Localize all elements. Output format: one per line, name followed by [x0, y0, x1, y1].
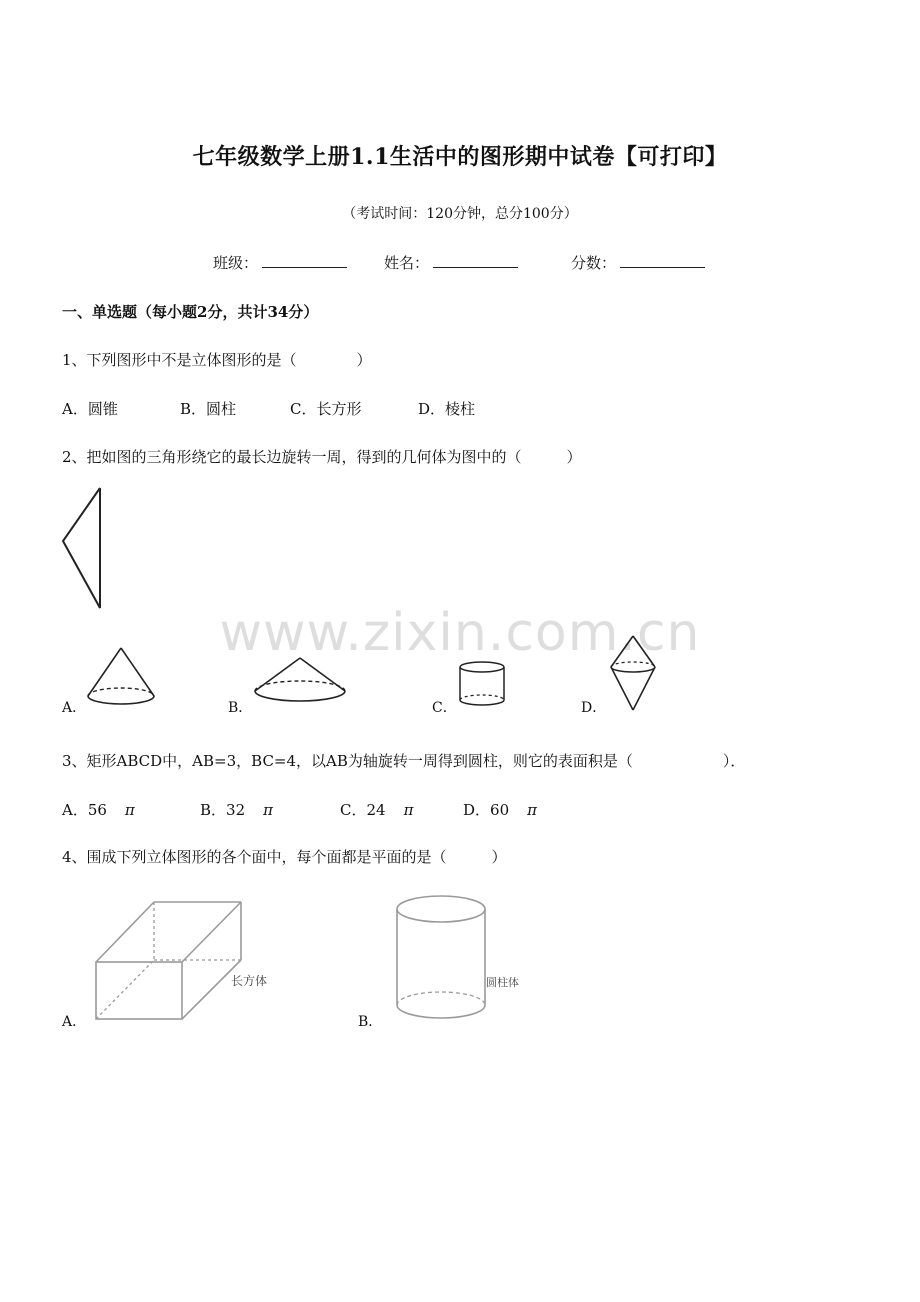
cone-figure-b: [253, 656, 347, 706]
class-label: 班级：: [213, 254, 259, 272]
section-heading: 一、单选题（每小题2分，共计34分）: [62, 303, 319, 321]
question-3-stem: 3、矩形ABCD中，AB=3，BC=4，以AB为轴旋转一周得到圆柱，则它的表面积是（ ）．: [62, 752, 746, 770]
cuboid-figure: [94, 900, 244, 1022]
cylinder-label: 圆柱体: [486, 976, 519, 989]
score-label: 分数：: [571, 254, 617, 272]
q2-option-a[interactable]: A．: [62, 700, 87, 716]
q3-option-c-text: C．24: [340, 801, 386, 819]
pi-symbol: π: [403, 801, 414, 819]
pi-symbol: π: [263, 801, 273, 819]
watermark: www.zixin.com.cn: [219, 603, 701, 663]
q4-option-a[interactable]: A．: [62, 1014, 87, 1030]
cone-figure-a: [86, 646, 156, 708]
q2-option-b[interactable]: B．: [228, 700, 253, 716]
score-blank[interactable]: [620, 253, 705, 268]
q3-option-b-text: B．32: [200, 801, 246, 819]
cylinder-figure: [395, 893, 490, 1025]
q4-option-b[interactable]: B．: [358, 1014, 383, 1030]
q2-option-d[interactable]: D．: [581, 700, 607, 716]
question-2-stem: 2、把如图的三角形绕它的最长边旋转一周，得到的几何体为图中的（ ）: [62, 448, 582, 466]
q3-option-d[interactable]: [463, 799, 537, 820]
q1-option-d[interactable]: D．棱柱: [418, 400, 476, 418]
name-field[interactable]: [384, 252, 518, 273]
q3-option-d-text: D．60: [463, 801, 510, 819]
name-label: 姓名：: [384, 254, 430, 272]
q3-option-b[interactable]: [200, 799, 273, 820]
triangle-figure: [58, 486, 108, 612]
q3-option-a-text: A．56: [62, 801, 107, 819]
question-4-stem: 4、围成下列立体图形的各个面中，每个面都是平面的是（ ）: [62, 848, 507, 866]
cylinder-figure-c: [457, 660, 509, 710]
score-field[interactable]: [571, 252, 705, 273]
double-cone-figure-d: [608, 634, 660, 714]
q1-option-a[interactable]: A．圆锥: [62, 400, 118, 418]
pi-symbol: π: [124, 801, 135, 819]
cuboid-label: 长方体: [231, 974, 268, 988]
q2-option-c[interactable]: C．: [432, 700, 457, 716]
name-blank[interactable]: [433, 253, 518, 268]
question-1-stem: 1、下列图形中不是立体图形的是（ ）: [62, 351, 372, 369]
page-title: 七年级数学上册1.1生活中的图形期中试卷【可打印】: [192, 144, 728, 170]
exam-info: （考试时间：120分钟，总分100分）: [342, 206, 578, 222]
class-field[interactable]: [213, 252, 347, 273]
q3-option-a[interactable]: [62, 799, 135, 820]
class-blank[interactable]: [262, 253, 347, 268]
q3-option-c[interactable]: [340, 799, 413, 820]
q1-option-b[interactable]: B．圆柱: [180, 400, 237, 418]
q1-option-c[interactable]: C．长方形: [290, 400, 362, 418]
pi-symbol: π: [527, 801, 537, 819]
